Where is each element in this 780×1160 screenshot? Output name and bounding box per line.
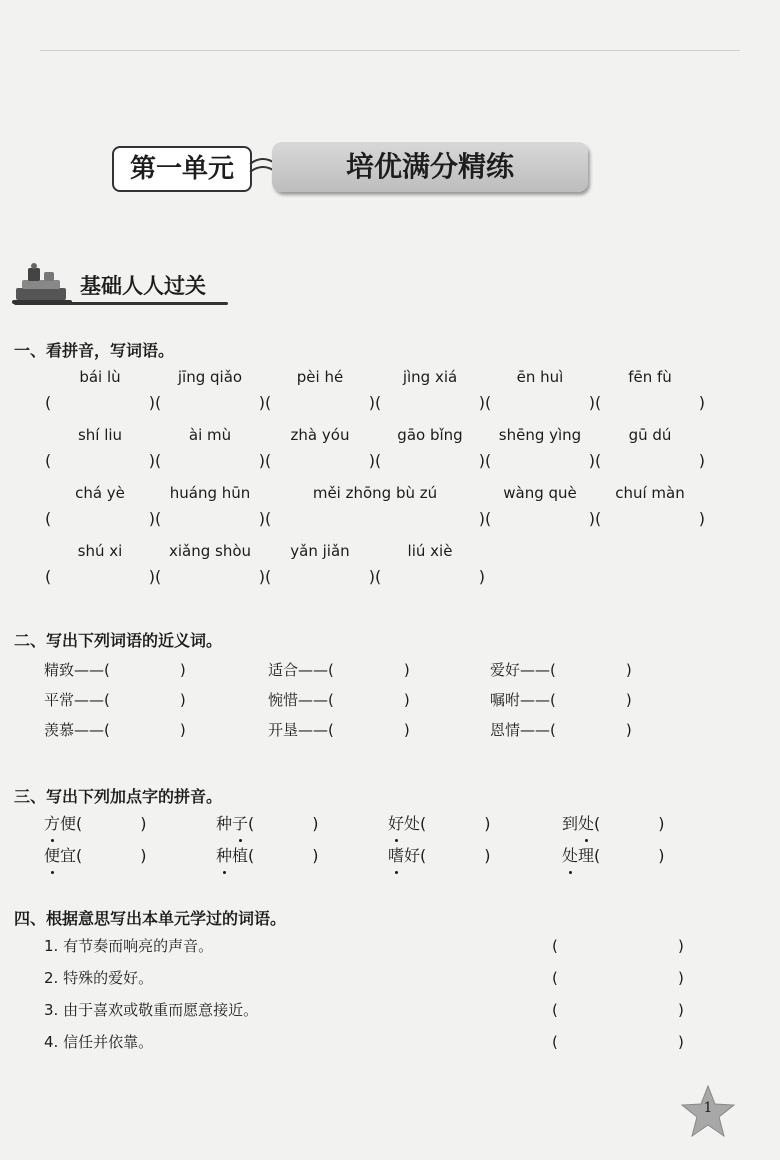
answer-blank[interactable] — [485, 509, 595, 531]
paren-open: ( — [594, 814, 601, 833]
pinyin-label: bái lù — [79, 368, 121, 386]
pinyin-label: yǎn jiǎn — [290, 542, 350, 560]
definition-text: 1. 有节奏而响亮的声音。 — [44, 937, 214, 955]
dotted-word-item — [562, 812, 692, 836]
pinyin-label: pèi hé — [296, 368, 344, 386]
pinyin-label: měi zhōng bù zú — [312, 484, 438, 502]
synonym-word: 适合 — [268, 661, 299, 679]
paren-open: ( — [76, 814, 83, 833]
pinyin-item — [45, 482, 155, 528]
pinyin-label: jīng qiǎo — [177, 368, 243, 386]
paren-open: ( — [155, 451, 162, 470]
definition-item — [44, 1030, 684, 1054]
paren-close: ) — [403, 691, 410, 709]
synonym-word: 精致 — [44, 661, 75, 679]
paren-close: ) — [148, 393, 155, 412]
definition-item — [44, 966, 684, 990]
paren-open: ( — [375, 393, 382, 412]
synonym-item — [268, 658, 428, 682]
dotted-char: 便 — [44, 844, 60, 868]
paren-close: ) — [140, 814, 147, 833]
synonym-dash: ——( — [298, 661, 334, 679]
answer-blank[interactable] — [265, 393, 375, 415]
paren-open: ( — [265, 567, 272, 586]
paren-close: ) — [484, 846, 491, 865]
paren-open: ( — [595, 451, 602, 470]
pinyin-label: zhà yóu — [290, 426, 350, 444]
paren-close: ) — [258, 567, 265, 586]
paren-close: ) — [478, 509, 485, 528]
section-title: 基础人人过关 — [80, 274, 206, 298]
dotted-word-item — [388, 812, 518, 836]
paren-open: ( — [265, 451, 272, 470]
answer-blank[interactable] — [375, 567, 485, 589]
answer-blank[interactable] — [485, 393, 595, 415]
answer-blank[interactable] — [265, 451, 375, 473]
pinyin-label: ēn huì — [516, 368, 564, 386]
word-char: 理 — [578, 846, 595, 865]
pinyin-item — [155, 540, 265, 586]
page-number: 1 — [703, 1100, 713, 1116]
paren-open: ( — [265, 393, 272, 412]
synonym-word: 嘱咐 — [490, 691, 521, 709]
pinyin-label: jìng xiá — [402, 368, 458, 386]
pinyin-item — [375, 424, 485, 470]
pinyin-item — [375, 366, 485, 412]
synonym-word: 羡慕 — [44, 721, 75, 739]
paren-close: ) — [678, 937, 684, 955]
page-header — [0, 0, 780, 70]
paren-close: ) — [403, 661, 410, 679]
answer-blank[interactable] — [564, 934, 674, 956]
paren-open: ( — [594, 846, 601, 865]
paren-close: ) — [484, 814, 491, 833]
paren-close: ) — [625, 661, 632, 679]
word-char: 便 — [60, 814, 77, 833]
synonym-item — [490, 658, 650, 682]
dotted-char: 处 — [562, 844, 578, 868]
pinyin-label: gū dú — [628, 426, 672, 444]
paren-open: ( — [552, 969, 558, 987]
paren-open: ( — [485, 393, 492, 412]
pinyin-label: shí liu — [77, 426, 123, 444]
synonym-word: 惋惜 — [268, 691, 299, 709]
dotted-word-item — [216, 844, 346, 868]
answer-blank[interactable] — [485, 451, 595, 473]
synonym-dash: ——( — [520, 661, 556, 679]
pinyin-row — [0, 366, 780, 426]
section-underline — [14, 302, 228, 305]
synonym-word: 爱好 — [490, 661, 521, 679]
pinyin-item — [595, 482, 705, 528]
definition-text: 2. 特殊的爱好。 — [44, 969, 154, 987]
paren-open: ( — [552, 937, 558, 955]
answer-blank[interactable] — [564, 966, 674, 988]
pinyin-label: wàng què — [503, 484, 577, 502]
paren-open: ( — [155, 509, 162, 528]
dotted-word-item — [216, 812, 346, 836]
paren-close: ) — [148, 451, 155, 470]
synonym-item — [44, 718, 204, 742]
paren-close: ) — [478, 393, 485, 412]
dotted-char: 嗜 — [388, 844, 404, 868]
synonym-item — [44, 688, 204, 712]
paren-open: ( — [45, 393, 52, 412]
pinyin-item — [485, 424, 595, 470]
paren-close: ) — [698, 451, 705, 470]
answer-blank[interactable] — [45, 567, 155, 589]
paren-close: ) — [368, 451, 375, 470]
definition-text: 3. 由于喜欢或敬重而愿意接近。 — [44, 1001, 259, 1019]
word-char: 种 — [216, 814, 233, 833]
answer-blank[interactable] — [265, 567, 375, 589]
pinyin-item — [485, 482, 595, 528]
paren-open: ( — [248, 846, 255, 865]
paren-close: ) — [140, 846, 147, 865]
word-char: 处 — [404, 814, 421, 833]
definition-item — [44, 934, 684, 958]
paren-close: ) — [368, 393, 375, 412]
synonym-dash: ——( — [298, 691, 334, 709]
pinyin-label: liú xiè — [407, 542, 453, 560]
q1-heading: 一、看拼音，写词语。 — [14, 341, 175, 360]
paren-close: ) — [588, 451, 595, 470]
pinyin-label: huáng hūn — [169, 484, 251, 502]
answer-blank[interactable] — [155, 393, 265, 415]
paren-close: ) — [312, 814, 319, 833]
pinyin-label: gāo bǐng — [397, 426, 463, 444]
paren-open: ( — [552, 1033, 558, 1051]
pinyin-label: shú xi — [77, 542, 123, 560]
unit-title-text: 培优满分精练 — [272, 142, 588, 192]
definition-item — [44, 998, 684, 1022]
synonym-item — [268, 718, 428, 742]
paren-open: ( — [45, 509, 52, 528]
word-char: 好 — [404, 846, 421, 865]
paren-close: ) — [258, 393, 265, 412]
answer-blank[interactable] — [564, 998, 674, 1020]
pinyin-item — [155, 424, 265, 470]
dotted-char: 方 — [44, 812, 60, 836]
paren-close: ) — [403, 721, 410, 739]
paren-close: ) — [678, 969, 684, 987]
pinyin-item — [265, 366, 375, 412]
pinyin-item — [265, 424, 375, 470]
word-char: 植 — [232, 846, 249, 865]
pinyin-label: xiǎng shòu — [168, 542, 252, 560]
section-banner — [8, 262, 238, 312]
pinyin-item — [595, 424, 705, 470]
word-char: 宜 — [60, 846, 77, 865]
paren-open: ( — [485, 509, 492, 528]
paren-close: ) — [258, 509, 265, 528]
paren-close: ) — [625, 691, 632, 709]
pinyin-item — [155, 366, 265, 412]
answer-blank[interactable] — [375, 451, 485, 473]
unit-label: 第一单元 — [112, 146, 252, 192]
dotted-char: 种 — [216, 844, 232, 868]
paren-open: ( — [265, 509, 272, 528]
paren-close: ) — [179, 691, 186, 709]
paren-open: ( — [552, 1001, 558, 1019]
paren-close: ) — [678, 1001, 684, 1019]
answer-blank[interactable] — [265, 509, 485, 531]
definition-text: 4. 信任并依靠。 — [44, 1033, 154, 1051]
synonym-dash: ——( — [74, 721, 110, 739]
pinyin-item — [265, 482, 485, 528]
synonym-dash: ——( — [520, 691, 556, 709]
paren-open: ( — [420, 814, 427, 833]
synonym-dash: ——( — [74, 661, 110, 679]
answer-blank[interactable] — [45, 451, 155, 473]
unit-title-banner — [112, 142, 588, 194]
pinyin-item — [595, 366, 705, 412]
paren-open: ( — [155, 393, 162, 412]
q3-heading: 三、写出下列加点字的拼音。 — [14, 787, 223, 806]
paren-open: ( — [375, 567, 382, 586]
paren-open: ( — [76, 846, 83, 865]
paren-close: ) — [148, 567, 155, 586]
pinyin-label: fēn fù — [628, 368, 672, 386]
paren-close: ) — [588, 509, 595, 528]
pinyin-item — [375, 540, 485, 586]
paren-close: ) — [658, 846, 665, 865]
answer-blank[interactable] — [595, 509, 705, 531]
dotted-word-item — [562, 844, 692, 868]
pinyin-item — [45, 540, 155, 586]
synonym-word: 开垦 — [268, 721, 299, 739]
paren-open: ( — [595, 393, 602, 412]
paren-open: ( — [375, 451, 382, 470]
paren-close: ) — [368, 567, 375, 586]
answer-blank[interactable] — [595, 393, 705, 415]
answer-blank[interactable] — [155, 451, 265, 473]
paren-close: ) — [478, 567, 485, 586]
paren-close: ) — [258, 451, 265, 470]
dotted-char: 子 — [232, 812, 248, 836]
paren-open: ( — [420, 846, 427, 865]
pinyin-item — [265, 540, 375, 586]
paren-open: ( — [155, 567, 162, 586]
answer-blank[interactable] — [155, 509, 265, 531]
pinyin-item — [155, 482, 265, 528]
q2-heading: 二、写出下列词语的近义词。 — [14, 631, 223, 650]
pinyin-item — [45, 366, 155, 412]
synonym-dash: ——( — [520, 721, 556, 739]
synonym-word: 恩情 — [490, 721, 521, 739]
paren-open: ( — [595, 509, 602, 528]
synonym-word: 平常 — [44, 691, 75, 709]
answer-blank[interactable] — [595, 451, 705, 473]
dotted-char: 处 — [578, 812, 594, 836]
paren-close: ) — [625, 721, 632, 739]
synonym-item — [490, 718, 650, 742]
synonym-item — [490, 688, 650, 712]
dotted-word-item — [388, 844, 518, 868]
answer-blank[interactable] — [155, 567, 265, 589]
answer-blank[interactable] — [45, 393, 155, 415]
pinyin-item — [45, 424, 155, 470]
paren-open: ( — [45, 567, 52, 586]
dotted-char: 好 — [388, 812, 404, 836]
pinyin-row — [0, 482, 780, 542]
paren-open: ( — [45, 451, 52, 470]
synonym-item — [268, 688, 428, 712]
synonym-item — [44, 658, 204, 682]
paren-close: ) — [179, 661, 186, 679]
header-rule — [40, 50, 740, 51]
pinyin-row — [0, 540, 780, 600]
pinyin-label: shēng yìng — [498, 426, 582, 444]
answer-blank[interactable] — [45, 509, 155, 531]
answer-blank[interactable] — [564, 1030, 674, 1052]
pinyin-label: chá yè — [75, 484, 125, 502]
paren-close: ) — [179, 721, 186, 739]
pinyin-label: ài mù — [188, 426, 232, 444]
paren-close: ) — [658, 814, 665, 833]
synonym-dash: ——( — [74, 691, 110, 709]
pinyin-item — [485, 366, 595, 412]
paren-close: ) — [478, 451, 485, 470]
paren-close: ) — [678, 1033, 684, 1051]
paren-close: ) — [588, 393, 595, 412]
paren-open: ( — [248, 814, 255, 833]
answer-blank[interactable] — [375, 393, 485, 415]
paren-close: ) — [148, 509, 155, 528]
dotted-word-item — [44, 844, 174, 868]
pinyin-row — [0, 424, 780, 484]
pinyin-label: chuí màn — [615, 484, 685, 502]
q4-heading: 四、根据意思写出本单元学过的词语。 — [14, 909, 287, 928]
paren-close: ) — [698, 393, 705, 412]
paren-close: ) — [312, 846, 319, 865]
word-char: 到 — [562, 814, 579, 833]
synonym-dash: ——( — [298, 721, 334, 739]
dotted-word-item — [44, 812, 174, 836]
paren-open: ( — [485, 451, 492, 470]
paren-close: ) — [698, 509, 705, 528]
